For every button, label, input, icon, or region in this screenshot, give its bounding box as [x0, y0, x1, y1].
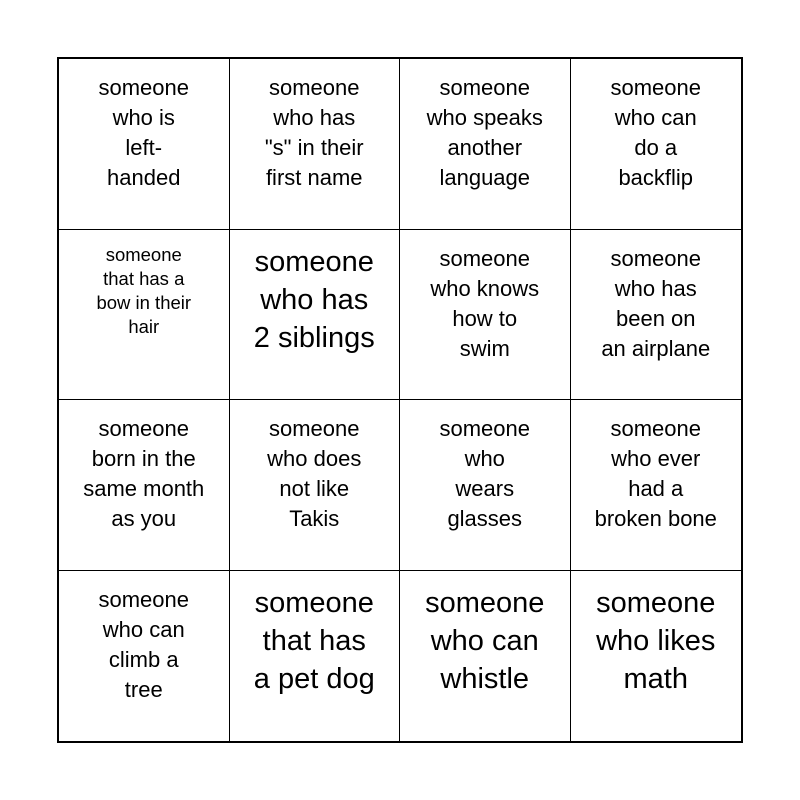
bingo-cell-text: someone who can do a backflip — [610, 75, 701, 190]
bingo-cell-text: someone who speaks another language — [426, 75, 543, 190]
bingo-cell[interactable] — [571, 230, 742, 401]
bingo-cell-text: someone who wears glasses — [439, 416, 530, 531]
bingo-cell[interactable] — [571, 571, 742, 742]
bingo-cell-text: someone who does not like Takis — [267, 416, 362, 531]
bingo-cell[interactable] — [571, 400, 742, 571]
bingo-cell[interactable] — [571, 59, 742, 230]
bingo-cell-text: someone who knows how to swim — [430, 245, 540, 361]
bingo-cell[interactable] — [230, 400, 401, 571]
bingo-cell-text: someone who can whistle — [425, 586, 545, 695]
bingo-cell[interactable] — [59, 400, 230, 571]
bingo-cell-text: someone born in the same month as you — [83, 416, 205, 531]
bingo-cell[interactable] — [400, 400, 571, 571]
bingo-cell[interactable] — [230, 230, 401, 401]
bingo-cell-text: someone that has a bow in their hair — [96, 243, 192, 337]
bingo-cell-text: someone who ever had a broken bone — [594, 416, 717, 531]
bingo-cell[interactable] — [400, 571, 571, 742]
bingo-cell[interactable] — [59, 571, 230, 742]
bingo-cell[interactable] — [230, 571, 401, 742]
bingo-board — [57, 57, 743, 743]
bingo-cell[interactable] — [230, 59, 401, 230]
bingo-cell-text: someone who can climb a tree — [98, 586, 189, 702]
bingo-cell[interactable] — [59, 59, 230, 230]
bingo-cell-text: someone who has 2 siblings — [253, 245, 375, 354]
bingo-cell-text: someone who is left- handed — [98, 75, 189, 190]
bingo-cell[interactable] — [400, 59, 571, 230]
bingo-cell-text: someone that has a pet dog — [253, 586, 375, 695]
bingo-cell-text: someone who has been on an airplane — [601, 245, 711, 361]
bingo-cell-text: someone who likes math — [596, 586, 716, 695]
bingo-cell-text: someone who has "s" in their first name — [264, 75, 364, 190]
bingo-cell[interactable] — [400, 230, 571, 401]
bingo-cell[interactable] — [59, 230, 230, 401]
